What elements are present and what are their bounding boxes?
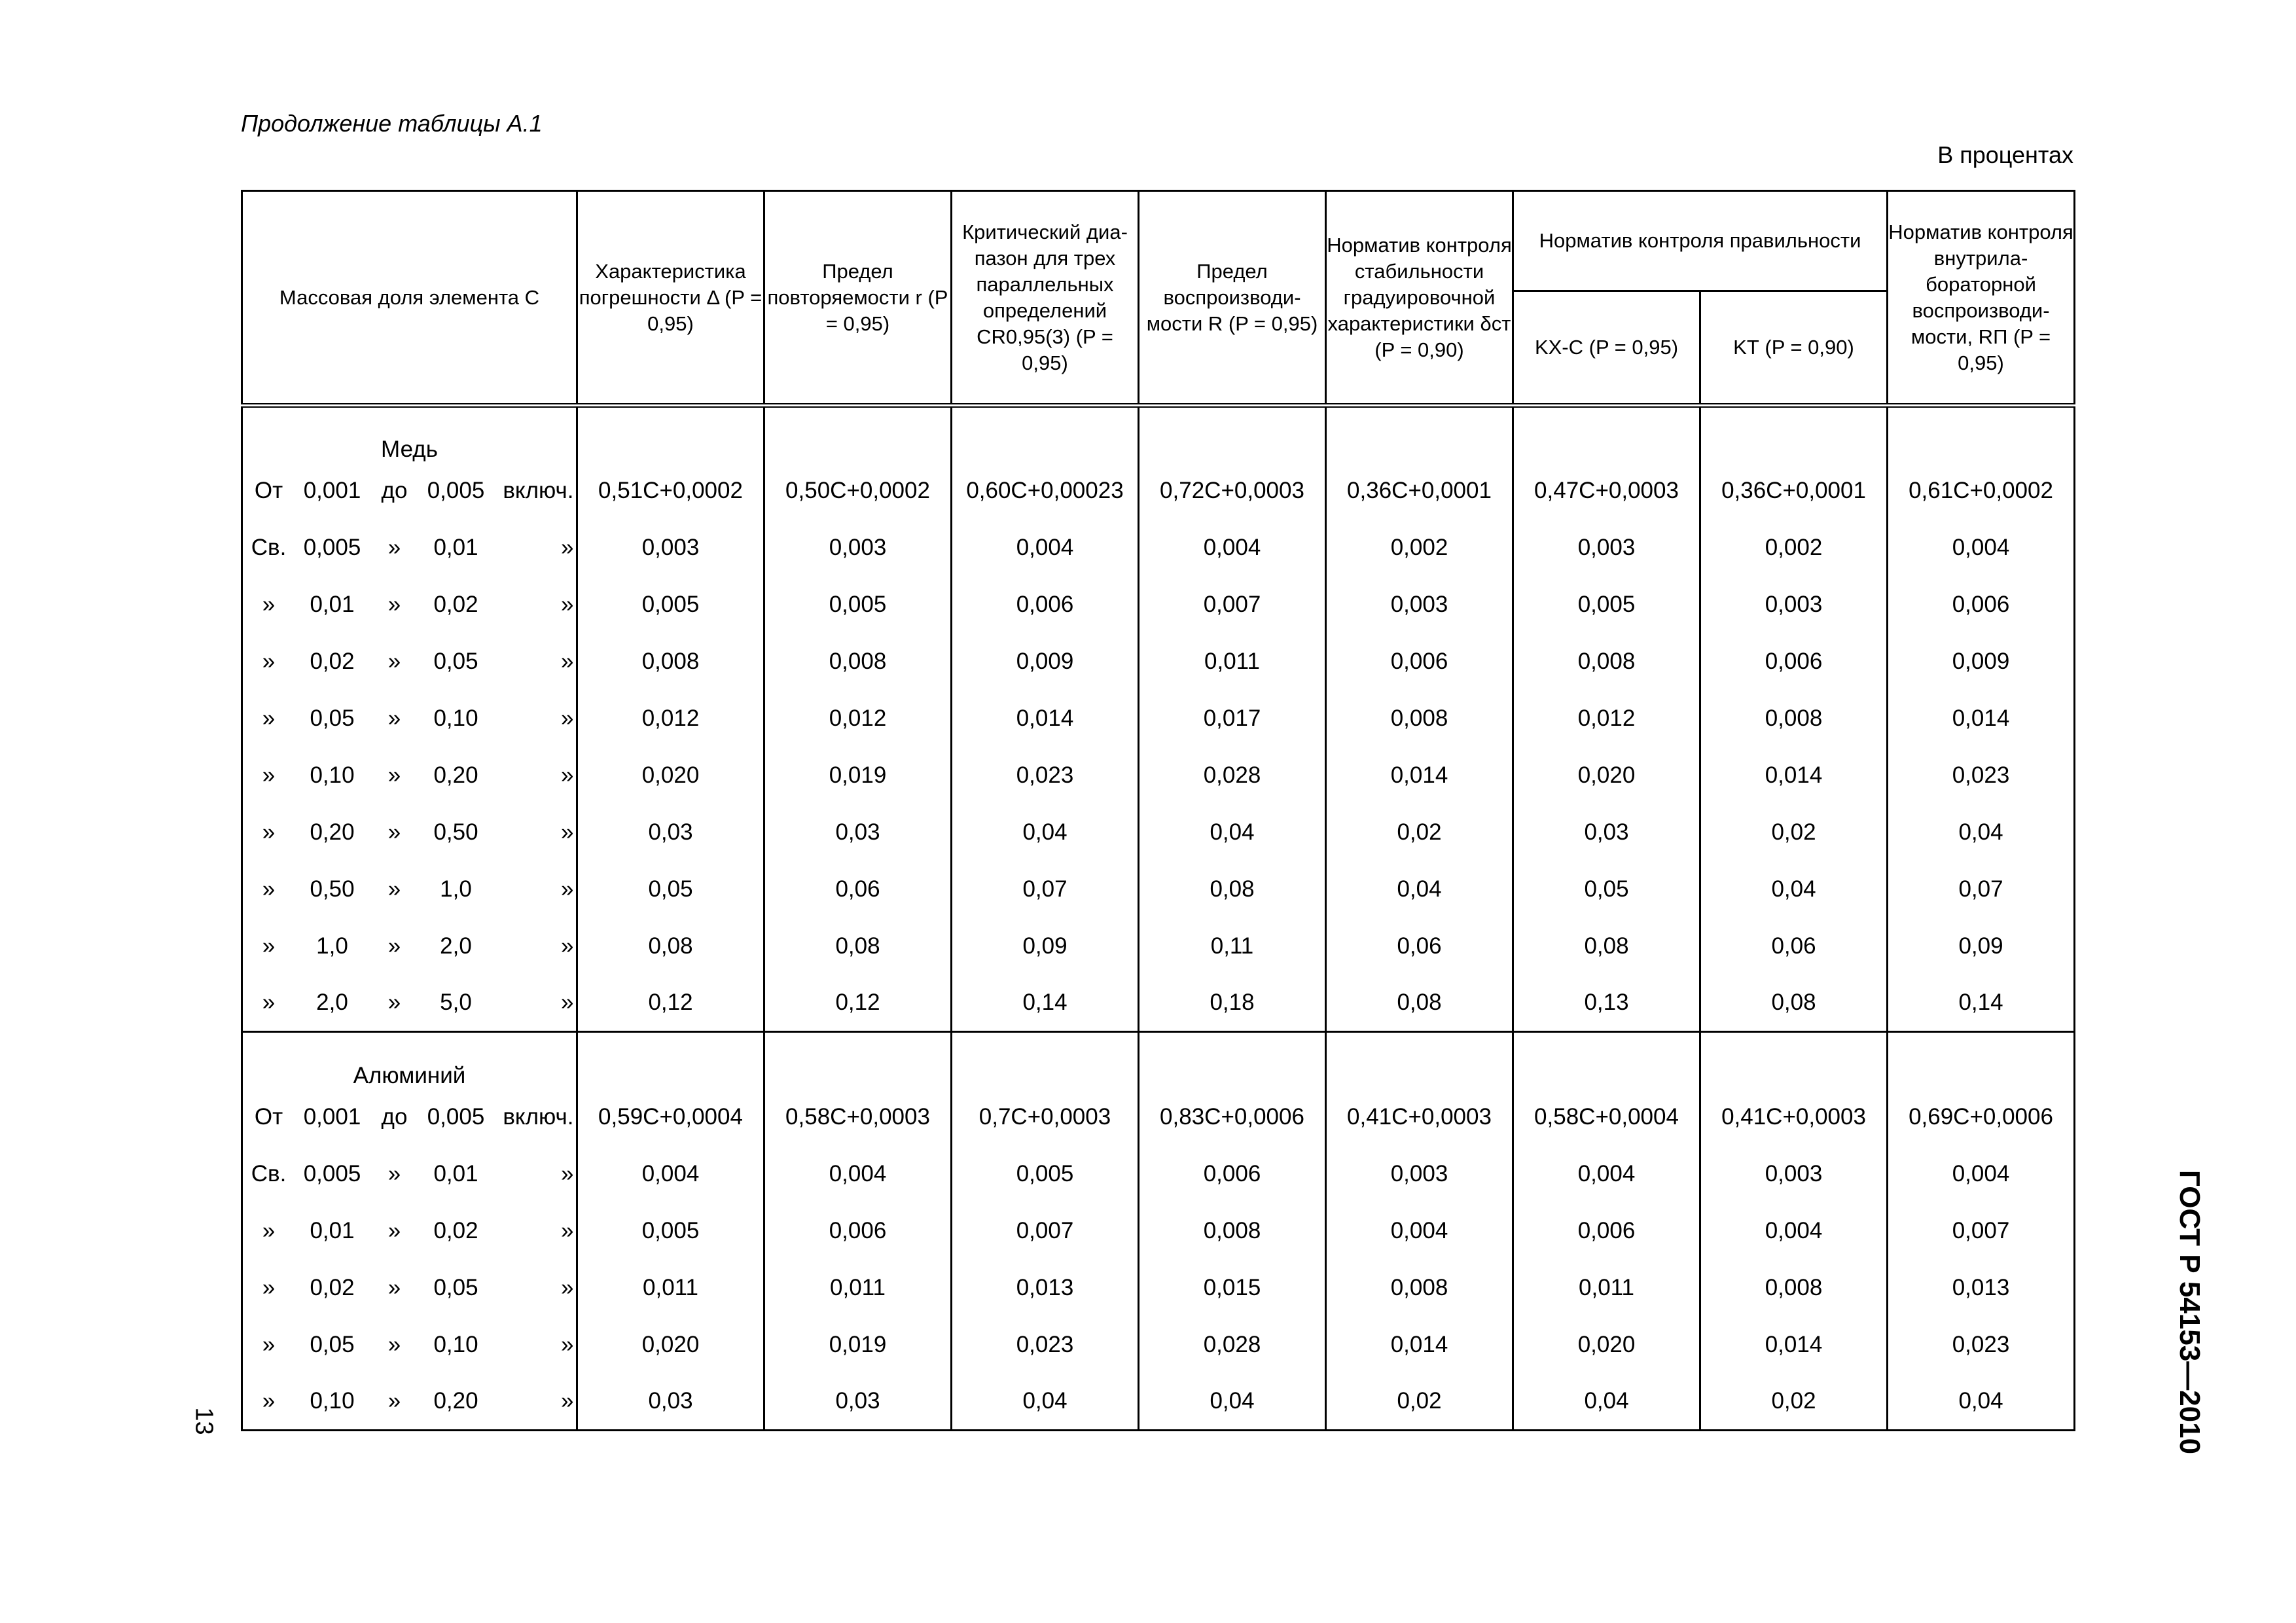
value-cell: 0,06 [1326,918,1513,975]
range-connector: » [387,1218,401,1243]
value-cell: 0,013 [952,1260,1139,1317]
range-connector: » [387,535,401,560]
value-cell: 0,006 [764,1203,952,1260]
range-prefix: Св. [251,535,287,560]
range-cell [242,804,577,861]
header-k-xc: KХ-С (P = 0,95) [1513,291,1700,406]
value-cell: 0,019 [764,747,952,804]
table-row [242,690,2075,747]
range-to: 0,10 [433,1332,478,1357]
range-cell [242,918,577,975]
value-cell: 0,020 [577,1317,764,1374]
value-cell: 0,04 [1888,1374,2075,1431]
range-prefix: » [262,649,276,674]
table-caption: Продолжение таблицы А.1 [241,110,543,137]
value-cell: 0,011 [764,1260,952,1317]
range-from: 0,001 [303,478,361,503]
value-cell: 0,04 [1139,804,1326,861]
value-cell: 0,12 [764,975,952,1032]
value-cell: 0,014 [1326,1317,1513,1374]
value-cell: 0,012 [764,690,952,747]
range-suffix: » [561,876,574,902]
page-number: 13 [190,1407,218,1435]
range-to: 5,0 [440,990,472,1016]
table-row [242,577,2075,633]
value-cell: 0,006 [952,577,1139,633]
value-cell: 0,005 [577,577,764,633]
value-cell: 0,004 [1326,1203,1513,1260]
value-cell: 0,50C+0,0002 [764,463,952,520]
range-to: 0,005 [427,478,485,503]
header-reproducibility-limit: Предел воспроизводи-мости R (P = 0,95) [1139,191,1326,406]
value-cell: 0,003 [1700,577,1888,633]
table-row [242,633,2075,690]
value-cell: 0,07 [952,861,1139,918]
range-to: 2,0 [440,933,472,959]
value-cell: 0,003 [1326,577,1513,633]
value-cell: 0,36C+0,0001 [1326,463,1513,520]
header-critical-range: Критический диа-пазон для трех параллельных определений CR0,95(3) (P = 0,95) [952,191,1139,406]
range-suffix: » [561,1218,574,1243]
value-cell: 0,58C+0,0004 [1513,1089,1700,1146]
value-cell: 0,004 [952,520,1139,577]
standard-code: ГОСТ Р 54153—2010 [2174,1169,2206,1455]
value-cell: 0,023 [1888,1317,2075,1374]
range-cell [242,1317,577,1374]
value-cell: 0,002 [1326,520,1513,577]
range-connector: » [387,933,401,959]
range-cell [242,861,577,918]
value-cell: 0,03 [1513,804,1700,861]
value-cell: 0,028 [1139,1317,1326,1374]
range-connector: » [387,1161,401,1186]
range-to: 0,20 [433,762,478,788]
value-cell: 0,08 [1700,975,1888,1032]
value-cell: 0,014 [1700,1317,1888,1374]
value-cell: 0,61C+0,0002 [1888,463,2075,520]
value-cell: 0,11 [1139,918,1326,975]
value-cell: 0,012 [577,690,764,747]
value-cell: 0,03 [764,804,952,861]
value-cell: 0,005 [952,1146,1139,1203]
value-cell: 0,18 [1139,975,1326,1032]
range-cell [242,1203,577,1260]
range-connector: » [387,1275,401,1300]
value-cell: 0,002 [1700,520,1888,577]
value-cell: 0,009 [952,633,1139,690]
value-cell: 0,05 [1513,861,1700,918]
range-suffix: » [561,535,574,560]
value-cell: 0,14 [952,975,1139,1032]
value-cell: 0,58C+0,0003 [764,1089,952,1146]
range-from: 0,005 [303,1161,361,1186]
value-cell: 0,03 [577,804,764,861]
value-cell: 0,008 [1513,633,1700,690]
value-cell: 0,020 [1513,1317,1700,1374]
range-connector: » [387,819,401,845]
value-cell: 0,023 [1888,747,2075,804]
range-connector: » [387,1332,401,1357]
value-cell: 0,02 [1326,804,1513,861]
range-to: 0,02 [433,592,478,617]
value-cell: 0,011 [1139,633,1326,690]
value-cell: 0,03 [577,1374,764,1431]
range-suffix: » [561,592,574,617]
range-cell [242,747,577,804]
range-to: 0,10 [433,705,478,731]
value-cell: 0,006 [1700,633,1888,690]
value-cell: 0,008 [1700,1260,1888,1317]
table-row [242,1089,2075,1146]
range-connector: » [387,762,401,788]
range-suffix: » [561,649,574,674]
range-to: 0,01 [433,535,478,560]
range-from: 0,20 [310,819,355,845]
range-suffix: » [561,1161,574,1186]
range-suffix: » [561,1388,574,1414]
value-cell: 0,008 [1326,690,1513,747]
header-k-t: KТ (P = 0,90) [1700,291,1888,406]
value-cell: 0,69C+0,0006 [1888,1089,2075,1146]
value-cell: 0,007 [952,1203,1139,1260]
section-element-name: Медь [242,406,577,463]
header-intralab-reproducibility: Норматив контроля внутрила-бораторной воспроизводи-мости, RП (P = 0,95) [1888,191,2075,406]
value-cell: 0,003 [577,520,764,577]
value-cell: 0,012 [1513,690,1700,747]
table-row [242,520,2075,577]
value-cell: 0,04 [1700,861,1888,918]
value-cell: 0,02 [1326,1374,1513,1431]
range-prefix: Св. [251,1161,287,1186]
range-prefix: » [262,592,276,617]
value-cell: 0,02 [1700,1374,1888,1431]
value-cell: 0,36C+0,0001 [1700,463,1888,520]
value-cell: 0,12 [577,975,764,1032]
value-cell: 0,004 [764,1146,952,1203]
value-cell: 0,04 [952,804,1139,861]
range-prefix: » [262,1275,276,1300]
range-prefix: » [262,819,276,845]
value-cell: 0,004 [1888,1146,2075,1203]
value-cell: 0,003 [1700,1146,1888,1203]
range-from: 0,05 [310,705,355,731]
value-cell: 0,59C+0,0004 [577,1089,764,1146]
range-cell [242,1374,577,1431]
data-table [241,190,2075,1431]
range-from: 0,001 [303,1104,361,1130]
value-cell: 0,014 [1888,690,2075,747]
value-cell: 0,06 [1700,918,1888,975]
value-cell: 0,07 [1888,861,2075,918]
range-to: 1,0 [440,876,472,902]
range-from: 1,0 [316,933,348,959]
value-cell: 0,60C+0,00023 [952,463,1139,520]
range-connector: » [387,876,401,902]
value-cell: 0,08 [1326,975,1513,1032]
value-cell: 0,72C+0,0003 [1139,463,1326,520]
value-cell: 0,08 [1139,861,1326,918]
range-from: 2,0 [316,990,348,1016]
range-cell [242,463,577,520]
range-from: 0,02 [310,1275,355,1300]
range-suffix: » [561,705,574,731]
range-from: 0,05 [310,1332,355,1357]
value-cell: 0,015 [1139,1260,1326,1317]
value-cell: 0,014 [952,690,1139,747]
header-accuracy-control-group: Норматив контроля правильности [1513,191,1888,291]
value-cell: 0,09 [1888,918,2075,975]
value-cell: 0,020 [577,747,764,804]
value-cell: 0,14 [1888,975,2075,1032]
range-prefix: » [262,876,276,902]
value-cell: 0,05 [577,861,764,918]
value-cell: 0,008 [1326,1260,1513,1317]
range-from: 0,01 [310,592,355,617]
range-to: 0,05 [433,649,478,674]
value-cell: 0,008 [1700,690,1888,747]
value-cell: 0,008 [1139,1203,1326,1260]
range-cell [242,633,577,690]
value-cell: 0,019 [764,1317,952,1374]
range-connector: до [381,478,408,503]
value-cell: 0,04 [1513,1374,1700,1431]
value-cell: 0,02 [1700,804,1888,861]
header-repeatability-limit: Предел повторяемости r (P = 0,95) [764,191,952,406]
range-from: 0,50 [310,876,355,902]
range-cell [242,577,577,633]
value-cell: 0,013 [1888,1260,2075,1317]
value-cell: 0,017 [1139,690,1326,747]
range-prefix: » [262,1388,276,1414]
value-cell: 0,008 [764,633,952,690]
table-row [242,463,2075,520]
value-cell: 0,003 [1513,520,1700,577]
range-from: 0,10 [310,1388,355,1414]
table-row [242,918,2075,975]
value-cell: 0,006 [1326,633,1513,690]
range-suffix: » [561,819,574,845]
value-cell: 0,04 [1326,861,1513,918]
units-note: В процентах [1937,141,2073,168]
value-cell: 0,011 [1513,1260,1700,1317]
value-cell: 0,03 [764,1374,952,1431]
table-row [242,975,2075,1032]
value-cell: 0,08 [577,918,764,975]
value-cell: 0,47C+0,0003 [1513,463,1700,520]
range-connector: » [387,990,401,1016]
value-cell: 0,06 [764,861,952,918]
range-prefix: » [262,990,276,1016]
table-section [242,406,2075,1032]
value-cell: 0,003 [764,520,952,577]
range-prefix: От [254,1104,283,1130]
value-cell: 0,023 [952,1317,1139,1374]
range-cell [242,1260,577,1317]
range-prefix: » [262,705,276,731]
value-cell: 0,51C+0,0002 [577,463,764,520]
range-connector: » [387,705,401,731]
range-from: 0,01 [310,1218,355,1243]
range-prefix: » [262,1332,276,1357]
header-mass-fraction: Массовая доля элемента C [242,191,577,406]
range-from: 0,02 [310,649,355,674]
value-cell: 0,005 [764,577,952,633]
value-cell: 0,014 [1700,747,1888,804]
range-suffix: » [561,1275,574,1300]
value-cell: 0,011 [577,1260,764,1317]
range-cell [242,690,577,747]
value-cell: 0,004 [1139,520,1326,577]
value-cell: 0,08 [1513,918,1700,975]
range-suffix: » [561,990,574,1016]
value-cell: 0,006 [1888,577,2075,633]
range-connector: до [381,1104,408,1130]
table-row [242,1374,2075,1431]
value-cell: 0,04 [952,1374,1139,1431]
table-row [242,1317,2075,1374]
table-row [242,747,2075,804]
value-cell: 0,09 [952,918,1139,975]
value-cell: 0,028 [1139,747,1326,804]
value-cell: 0,83C+0,0006 [1139,1089,1326,1146]
value-cell: 0,007 [1888,1203,2075,1260]
value-cell: 0,005 [577,1203,764,1260]
range-from: 0,10 [310,762,355,788]
table-row [242,804,2075,861]
table-section [242,1032,2075,1431]
range-connector: » [387,1388,401,1414]
range-cell [242,1089,577,1146]
value-cell: 0,41C+0,0003 [1326,1089,1513,1146]
range-suffix: » [561,1332,574,1357]
value-cell: 0,04 [1139,1374,1326,1431]
range-to: 0,01 [433,1161,478,1186]
range-to: 0,20 [433,1388,478,1414]
range-suffix: » [561,933,574,959]
range-cell [242,975,577,1032]
range-from: 0,005 [303,535,361,560]
value-cell: 0,007 [1139,577,1326,633]
range-suffix: » [561,762,574,788]
value-cell: 0,006 [1139,1146,1326,1203]
value-cell: 0,023 [952,747,1139,804]
value-cell: 0,020 [1513,747,1700,804]
range-prefix: От [254,478,283,503]
value-cell: 0,13 [1513,975,1700,1032]
table-row [242,1203,2075,1260]
value-cell: 0,004 [1888,520,2075,577]
value-cell: 0,41C+0,0003 [1700,1089,1888,1146]
range-to: 0,005 [427,1104,485,1130]
table-row [242,1146,2075,1203]
value-cell: 0,004 [1513,1146,1700,1203]
range-to: 0,50 [433,819,478,845]
range-suffix: включ. [503,1104,574,1130]
value-cell: 0,008 [577,633,764,690]
value-cell: 0,006 [1513,1203,1700,1260]
range-prefix: » [262,762,276,788]
range-prefix: » [262,933,276,959]
value-cell: 0,08 [764,918,952,975]
range-to: 0,05 [433,1275,478,1300]
value-cell: 0,005 [1513,577,1700,633]
value-cell: 0,003 [1326,1146,1513,1203]
header-error-characteristic: Характеристика погрешности Δ (P = 0,95) [577,191,764,406]
range-to: 0,02 [433,1218,478,1243]
range-suffix: включ. [503,478,574,503]
table-row [242,861,2075,918]
range-connector: » [387,649,401,674]
range-prefix: » [262,1218,276,1243]
range-cell [242,520,577,577]
section-element-name: Алюминий [242,1032,577,1089]
range-cell [242,1146,577,1203]
range-connector: » [387,592,401,617]
value-cell: 0,004 [577,1146,764,1203]
value-cell: 0,004 [1700,1203,1888,1260]
value-cell: 0,7C+0,0003 [952,1089,1139,1146]
value-cell: 0,04 [1888,804,2075,861]
value-cell: 0,009 [1888,633,2075,690]
value-cell: 0,014 [1326,747,1513,804]
header-stability-control: Норматив контроля стабильности градуировочной характеристики δст (P = 0,90) [1326,191,1513,406]
table-row [242,1260,2075,1317]
